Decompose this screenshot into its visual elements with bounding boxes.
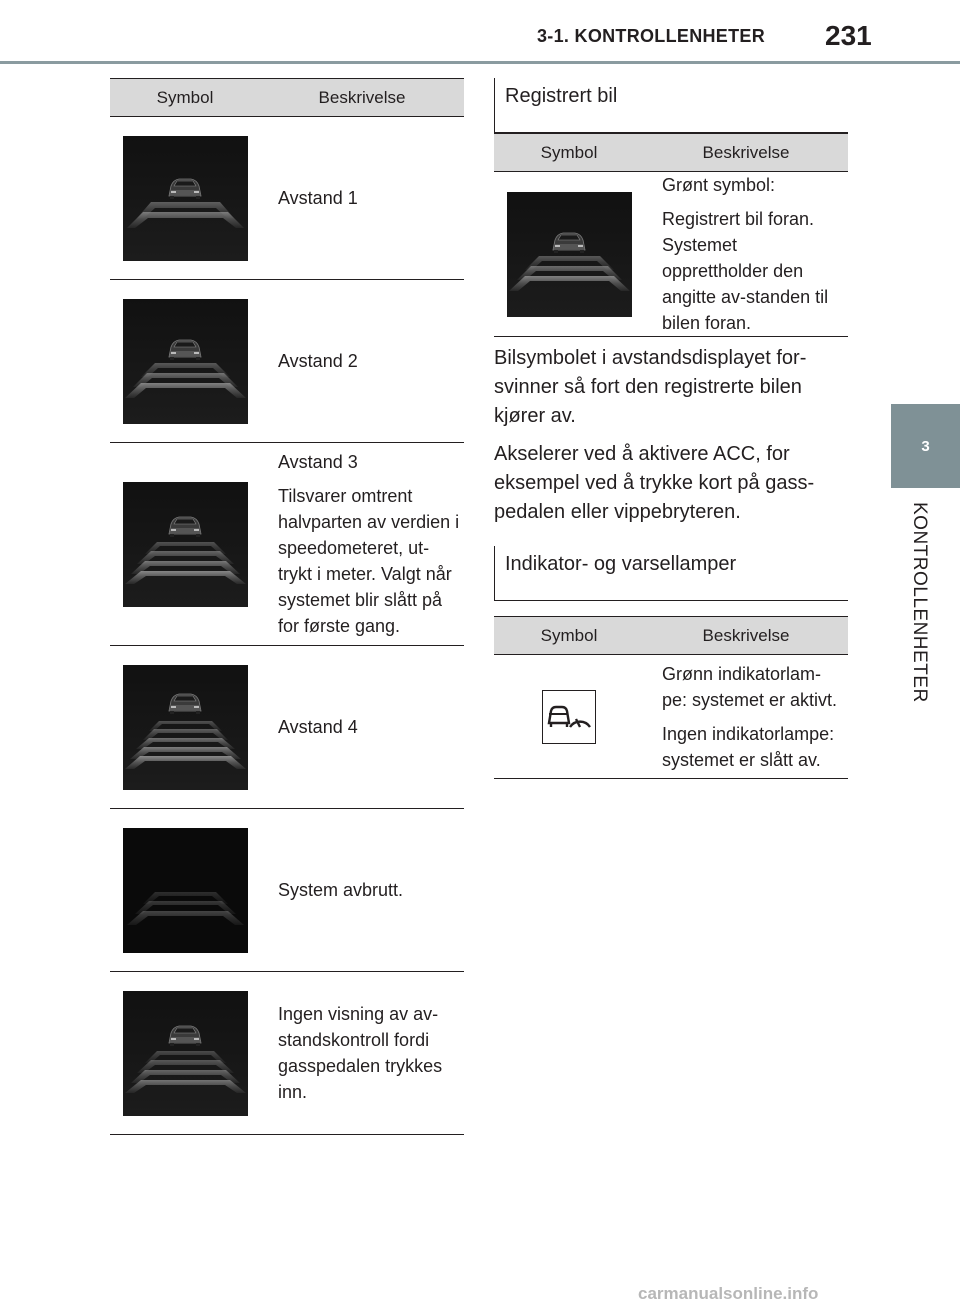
registered-car-icon: [507, 192, 632, 317]
section-title: 3-1. KONTROLLENHETER: [537, 26, 766, 46]
row-text: Grønn indikatorlam-pe: systemet er aktivt.: [662, 663, 838, 710]
paragraph: Akselerer ved å aktivere ACC, for eksempel ved å trykke kort på gass-pedalen eller vippebryteren.: [494, 443, 815, 523]
table-row: [494, 655, 848, 779]
row-text: Avstand 2: [278, 351, 358, 371]
table-row: [494, 172, 848, 337]
row-text: Avstand 1: [278, 188, 358, 208]
col-symbol-header: Symbol: [110, 79, 260, 117]
system-interrupted-icon: [123, 828, 248, 953]
distance-4-icon: [123, 665, 248, 790]
distance-1-icon: [123, 136, 248, 261]
row-text: Avstand 4: [278, 717, 358, 737]
paragraph: Bilsymbolet i avstandsdisplayet for-svinner så fort den registrerte bilen kjører av.: [494, 347, 807, 427]
row-text: Ingen visning av av-standskontroll fordi gasspedalen trykkes inn.: [278, 1004, 443, 1102]
indicators-heading: [494, 546, 848, 601]
table-row: [110, 972, 464, 1135]
col-symbol-header: Symbol: [494, 617, 644, 655]
row-title: Grønt symbol:: [662, 175, 776, 195]
table-row: [110, 646, 464, 809]
row-text: Registrert bil foran. Systemet opprettholder den angitte av-standen til bilen foran.: [662, 209, 829, 333]
row-text: Ingen indikatorlampe: systemet er slått av.: [662, 723, 835, 770]
table-row: [110, 280, 464, 443]
row-text: Tilsvarer omtrent halvparten av verdien i speedometeret, ut-trykt i meter. Valgt når systemet blir slått på for første gang.: [278, 486, 460, 636]
table-row: [110, 809, 464, 972]
row-text: System avbrutt.: [278, 880, 404, 900]
table-row: [110, 117, 464, 280]
distance-table: [110, 78, 464, 1135]
distance-3-icon: [123, 482, 248, 607]
registered-car-table: [494, 133, 848, 337]
no-display-icon: [123, 991, 248, 1116]
chapter-number: 3: [921, 437, 930, 455]
table-row: [110, 443, 464, 646]
header-rule: [0, 61, 960, 64]
heading-text: Indikator- og varsellamper: [505, 553, 737, 575]
row-title: Avstand 3: [278, 452, 358, 472]
col-description-header: Beskrivelse: [644, 134, 848, 172]
footer-watermark: carmanualsonline.info: [638, 1284, 819, 1303]
chapter-tab: [891, 404, 960, 488]
registered-car-heading: [494, 78, 848, 133]
chapter-label: KONTROLLENHETER: [909, 502, 930, 703]
acc-indicator-icon: [542, 690, 596, 744]
col-description-header: Beskrivelse: [644, 617, 848, 655]
page-number: 231: [825, 20, 872, 51]
col-description-header: Beskrivelse: [260, 79, 464, 117]
col-symbol-header: Symbol: [494, 134, 644, 172]
indicators-table: [494, 616, 848, 779]
heading-text: Registrert bil: [505, 85, 618, 107]
distance-2-icon: [123, 299, 248, 424]
